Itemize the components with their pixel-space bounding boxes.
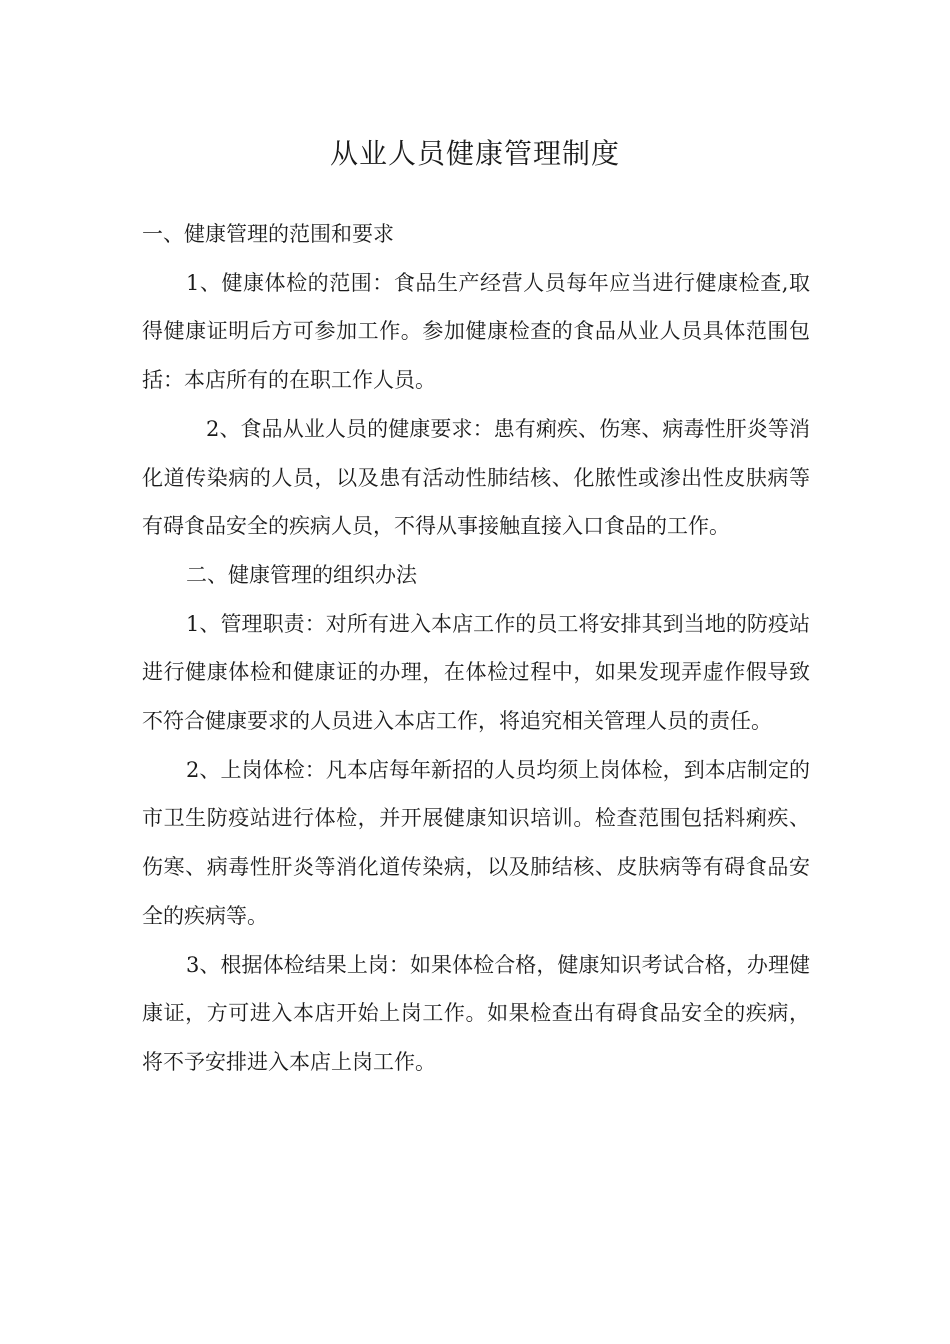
paragraph-2-3: 3、根据体检结果上岗：如果体检合格，健康知识考试合格，办理健康证，方可进入本店开始上岗工作。如果检查出有碍食品安全的疾病，将不予安排进入本店上岗工作。 [142,952,810,1074]
section-heading-1: 一、健康管理的范围和要求 [142,222,394,246]
paragraph-1-1: 1、健康体检的范围：食品生产经营人员每年应当进行健康检查,取得健康证明后方可参加工作。参加健康检查的食品从业人员具体范围包括：本店所有的在职工作人员。 [142,270,810,393]
section-heading-2: 二、健康管理的组织办法 [186,562,417,587]
document-title: 从业人员健康管理制度 [329,137,620,170]
paragraph-1-2: 2、食品从业人员的健康要求：患有痢疾、伤寒、病毒性肝炎等消化道传染病的人员，以及患有活动性肺结核、化脓性或渗出性皮肤病等有碍食品安全的疾病人员，不得从事接触直接入口食品的工作。 [142,416,810,539]
paragraph-2-2: 2、上岗体检：凡本店每年新招的人员均须上岗体检，到本店制定的市卫生防疫站进行体检，并开展健康知识培训。检查范围包括料痢疾、伤寒、病毒性肝炎等消化道传染病，以及肺结核、皮肤病等有碍食品安全的疾病等。 [142,757,810,928]
document-body [142,210,810,1087]
paragraph-2-1: 1、管理职责：对所有进入本店工作的员工将安排其到当地的防疫站进行健康体检和健康证的办理，在体检过程中，如果发现弄虚作假导致不符合健康要求的人员进入本店工作，将追究相关管理人员的责任。 [142,611,810,734]
